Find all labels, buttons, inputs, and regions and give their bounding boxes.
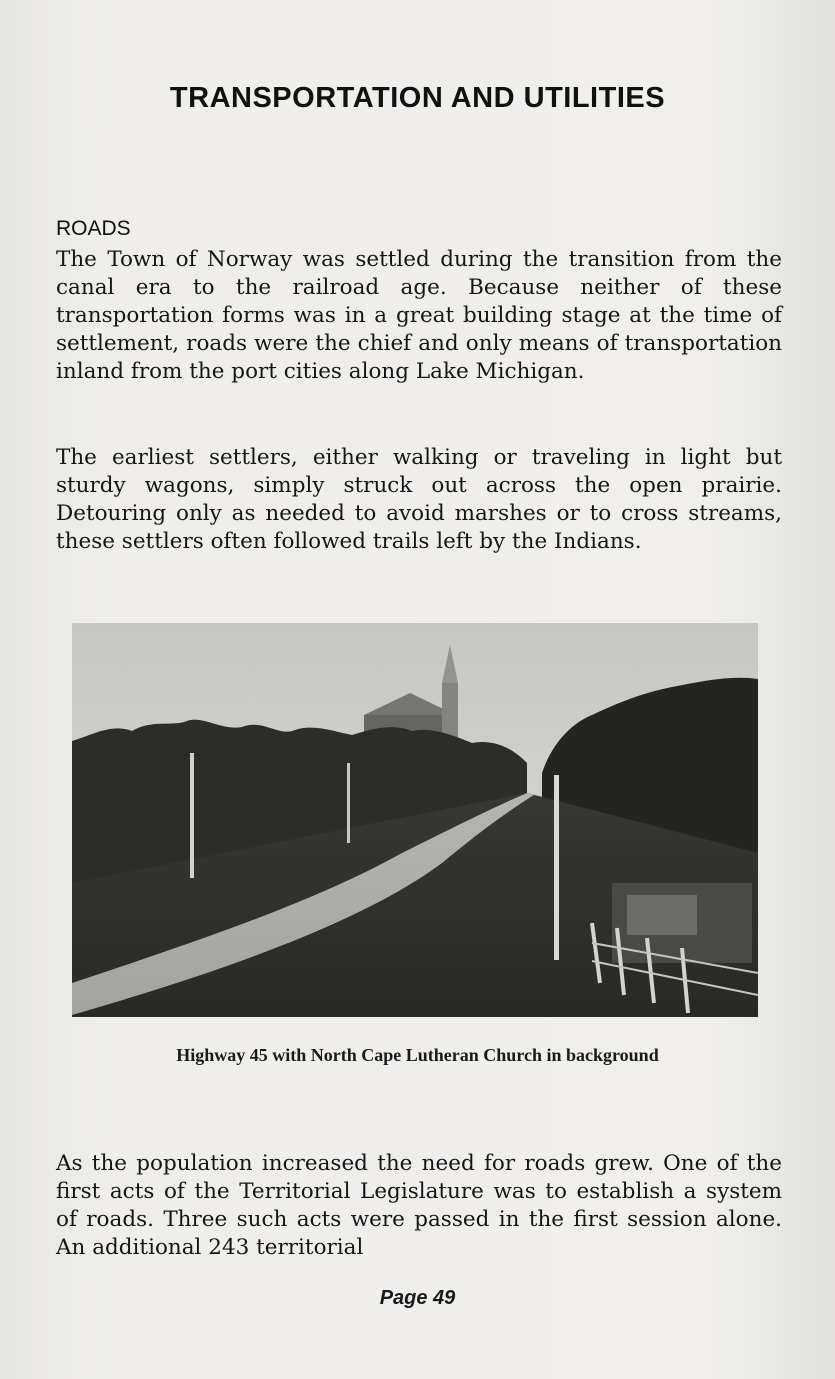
page-title: TRANSPORTATION AND UTILITIES xyxy=(169,82,666,114)
paragraph: The Town of Norway was settled during the transition from the canal era to the railroad age. Because neither of these transportation forms was in a great building stage at the time of settlement, roads were the chief and only means of transportation inland from the port cities along Lake Michigan. xyxy=(56,247,782,384)
section-heading: ROADS xyxy=(56,217,131,240)
paragraph: As the population increased the need for roads grew. One of the first acts of the Territorial Legislature was to establish a system of roads. Three such acts were passed in the first session alone. An additional 243 territorial xyxy=(56,1151,782,1260)
paragraph: The earliest settlers, either walking or traveling in light but sturdy wagons, simply struck out across the open prairie. Detouring only as needed to avoid marshes or to cross streams, these settlers often followed trails left by the Indians. xyxy=(56,445,782,554)
photo-caption: Highway 45 with North Cape Lutheran Church in background xyxy=(176,1045,659,1065)
page-number: Page 49 xyxy=(379,1287,456,1309)
road-photograph xyxy=(72,623,758,1017)
